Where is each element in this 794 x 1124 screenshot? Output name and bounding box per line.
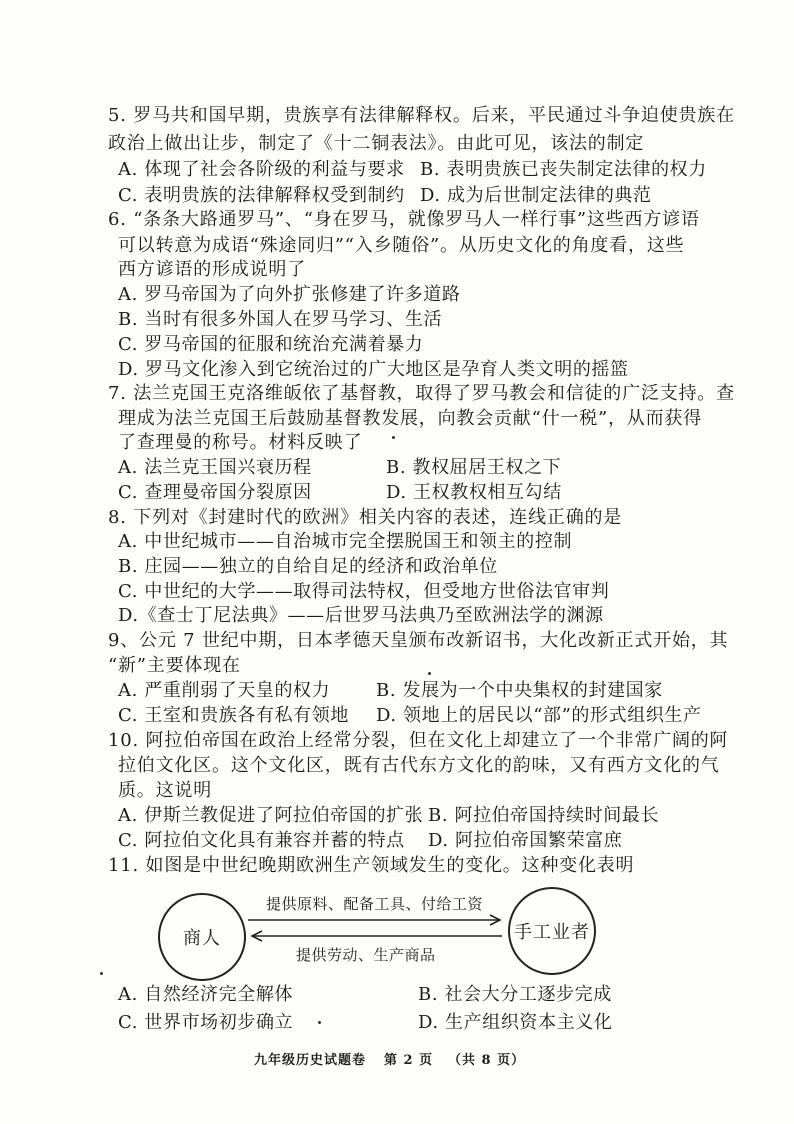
question-9-option-b: B. 发展为一个中央集权的封建国家 — [376, 680, 663, 701]
question-7-option-d: D. 王权教权相互勾结 — [386, 482, 562, 503]
diagram-merchant-label: 商人 — [183, 928, 221, 949]
question-10-option-d: D. 阿拉伯帝国繁荣富庶 — [428, 830, 623, 851]
question-7-option-b: B. 教权屈居王权之下 — [386, 457, 562, 478]
diagram-bottom-arrow-label: 提供劳动、生产商品 — [296, 946, 436, 964]
question-5-option-b: B. 表明贵族已丧失制定法律的权力 — [420, 159, 707, 180]
question-10-stem-line2: 拉伯文化区。这个文化区，既有古代东方文化的韵味，又有西方文化的气 — [118, 755, 720, 776]
question-9-stem-line2: “新”主要体现在 — [108, 655, 241, 676]
question-8-stem-line1: 8. 下列对《封建时代的欧洲》相关内容的表述，连线正确的是 — [108, 507, 623, 528]
question-8-option-c: C. 中世纪的大学——取得司法特权，但受地方世俗法官审判 — [118, 581, 610, 602]
scan-speck — [100, 972, 103, 975]
footer-page-number: 第 2 页 — [384, 1053, 434, 1068]
scan-speck — [428, 672, 431, 675]
question-8-option-d: D.《查士丁尼法典》——后世罗马法典乃至欧洲法学的渊源 — [118, 605, 604, 626]
diagram-merchant-circle — [158, 893, 246, 981]
question-6-stem-line2: 可以转意为成语“殊途同归”“入乡随俗”。从历史文化的角度看，这些 — [118, 235, 685, 256]
question-10-stem-line3: 质。这说明 — [118, 780, 212, 801]
question-10-stem-line1: 10. 阿拉伯帝国在政治上经常分裂，但在文化上却建立了一个非常广阔的阿 — [108, 730, 729, 751]
question-6-option-b: B. 当时有很多外国人在罗马学习、生活 — [118, 309, 443, 330]
question-6-option-d: D. 罗马文化渗入到它统治过的广大地区是孕育人类文明的摇篮 — [118, 359, 629, 380]
question-6-option-c: C. 罗马帝国的征服和统治充满着暴力 — [118, 334, 424, 355]
question-11-option-d: D. 生产组织资本主义化 — [418, 1012, 613, 1033]
footer-total-pages: （共 8 页） — [448, 1053, 526, 1068]
question-5-stem-line1: 5. 罗马共和国早期，贵族享有法律解释权。后来，平民通过斗争迫使贵族在 — [108, 105, 735, 126]
question-7-stem-line3: 了查理曼的称号。材料反映了 — [118, 432, 363, 453]
question-7-option-c: C. 查理曼帝国分裂原因 — [118, 482, 312, 503]
question-6-stem-line1: 6. “条条大路通罗马”、“身在罗马，就像罗马人一样行事”这些西方谚语 — [108, 209, 700, 230]
diagram-top-arrow — [248, 915, 500, 925]
question-8-option-a: A. 中世纪城市——自治城市完全摆脱国王和领主的控制 — [118, 531, 573, 552]
question-7-stem-line1: 7. 法兰克国王克洛维皈依了基督教，取得了罗马教会和信徒的广泛支持。查 — [108, 383, 735, 404]
question-9-option-d: D. 领地上的居民以“部”的形式组织生产 — [376, 705, 702, 726]
question-7-stem-line2: 理成为法兰克国王后鼓励基督教发展，向教会贡献“什一税”，从而获得 — [118, 408, 703, 429]
question-9-option-c: C. 王室和贵族各有私有领地 — [118, 705, 349, 726]
scan-speck — [318, 1021, 321, 1024]
question-11-option-c: C. 世界市场初步确立 — [118, 1012, 294, 1033]
question-10-option-b: B. 阿拉伯帝国持续时间最长 — [428, 805, 660, 826]
diagram-artisan-label: 手工业者 — [514, 922, 590, 943]
scan-speck — [392, 436, 395, 439]
question-10-option-c: C. 阿拉伯文化具有兼容并蓄的特点 — [118, 830, 405, 851]
question-9-stem-line1: 9、公元 7 世纪中期，日本孝德天皇颁布改新诏书，大化改新正式开始，其 — [108, 630, 729, 651]
question-11-option-b: B. 社会大分工逐步完成 — [418, 984, 612, 1005]
question-5-option-a: A. 体现了社会各阶级的利益与要求 — [118, 159, 405, 180]
question-9-option-a: A. 严重削弱了天皇的权力 — [118, 680, 331, 701]
question-5-stem-line2: 政治上做出让步，制定了《十二铜表法》。由此可见，该法的制定 — [108, 133, 645, 154]
question-8-option-b: B. 庄园——独立的自给自足的经济和政治单位 — [118, 556, 498, 577]
question-5-option-c: C. 表明贵族的法律解释权受到制约 — [118, 185, 405, 206]
question-6-stem-line3: 西方谚语的形成说明了 — [118, 259, 306, 280]
question-11-option-a: A. 自然经济完全解体 — [118, 984, 294, 1005]
diagram-bottom-arrow — [252, 931, 502, 941]
question-7-option-a: A. 法兰克王国兴衰历程 — [118, 457, 312, 478]
question-11-stem-line1: 11. 如图是中世纪晚期欧洲生产领域发生的变化。这种变化表明 — [108, 855, 635, 876]
diagram-arrows — [244, 914, 508, 944]
diagram-top-arrow-label: 提供原料、配备工具、付给工资 — [266, 895, 484, 913]
question-6-option-a: A. 罗马帝国为了向外扩张修建了许多道路 — [118, 284, 461, 305]
question-5-option-d: D. 成为后世制定法律的典范 — [420, 185, 652, 206]
diagram-artisan-circle — [508, 887, 596, 975]
question-10-option-a: A. 伊斯兰教促进了阿拉伯帝国的扩张 — [118, 805, 424, 826]
footer-exam-title: 九年级历史试题卷 — [254, 1053, 367, 1068]
